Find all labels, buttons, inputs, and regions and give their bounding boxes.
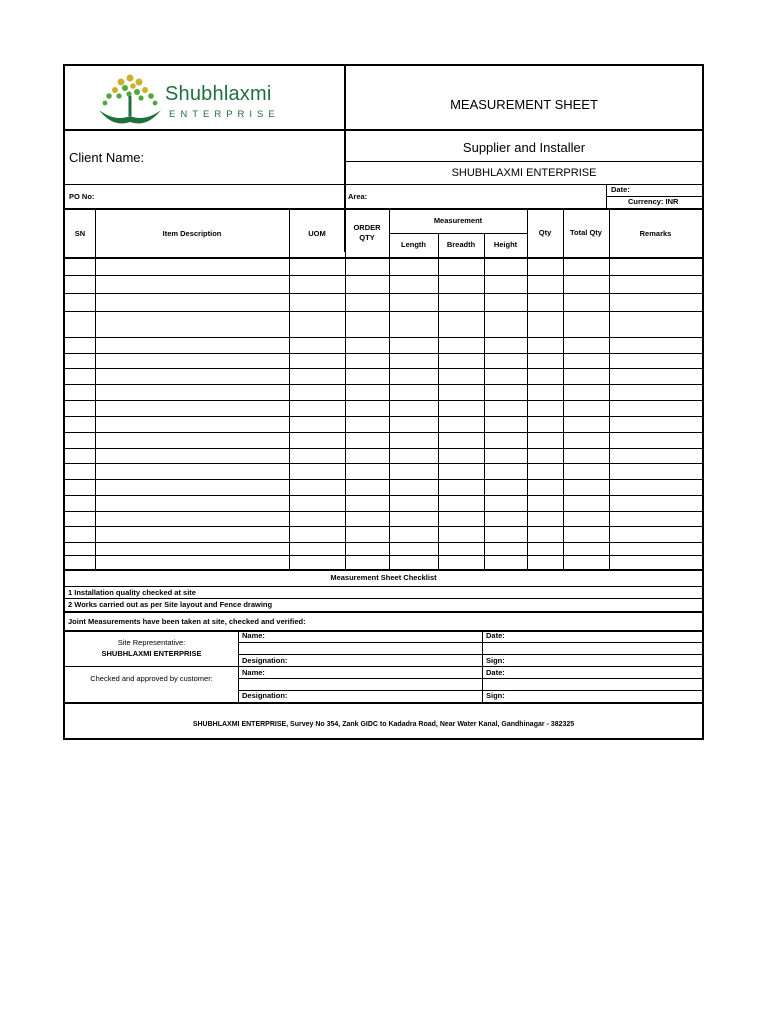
table-row [65, 511, 702, 512]
rep-date-label: Date: [486, 631, 505, 640]
rep-designation-label: Designation: [242, 656, 288, 665]
supplier-name: SHUBHLAXMI ENTERPRISE [451, 167, 597, 179]
checklist-item-1: 1 Installation quality checked at site [68, 588, 196, 597]
po-number-label: PO No: [69, 192, 95, 201]
customer-sign-label: Sign: [486, 691, 505, 700]
footer-address: SHUBHLAXMI ENTERPRISE, Survey No 354, Zank GIDC to Kadadra Road, Near Water Kanal, Gandhinagar - 382325 [192, 721, 575, 728]
rep-sign-label: Sign: [486, 656, 505, 665]
table-row [65, 526, 702, 527]
date-label: Date: [611, 185, 630, 194]
checklist-title: Measurement Sheet Checklist [330, 573, 437, 582]
table-row [65, 353, 702, 354]
table-row [65, 293, 702, 294]
customer-name-label: Name: [242, 668, 265, 677]
col-order-qty-line1: ORDER [353, 223, 381, 232]
table-row [65, 542, 702, 543]
col-order-qty-line2: QTY [359, 233, 375, 242]
site-rep-label: Site Representative: [117, 638, 186, 647]
logo-wordmark: Shubhlaxmi [165, 83, 272, 105]
company-logo [95, 72, 335, 128]
col-breadth: Breadth [446, 240, 476, 249]
table-row [65, 275, 702, 276]
table-row [65, 400, 702, 401]
checklist-item-2: 2 Works carried out as per Site layout and Fence drawing [68, 600, 273, 609]
col-sn: SN [74, 229, 86, 238]
table-row [65, 448, 702, 449]
table-row [65, 368, 702, 369]
table-row [65, 384, 702, 385]
col-height: Height [493, 240, 518, 249]
col-uom: UOM [308, 229, 326, 238]
logo-subtitle: ENTERPRISE [169, 109, 280, 120]
col-length: Length [401, 240, 426, 249]
client-name-label: Client Name: [69, 150, 145, 165]
customer-date-label: Date: [486, 668, 505, 677]
table-row [65, 416, 702, 417]
customer-designation-label: Designation: [242, 691, 288, 700]
col-remarks: Remarks [639, 229, 672, 238]
table-row [65, 555, 702, 556]
table-row [65, 337, 702, 338]
sheet-title: MEASUREMENT SHEET [450, 97, 598, 112]
tree-icon [95, 72, 165, 128]
table-row [65, 311, 702, 312]
col-measurement: Measurement [433, 216, 483, 225]
rep-name-label: Name: [242, 631, 265, 640]
table-row [65, 463, 702, 464]
measurement-sheet [63, 64, 704, 740]
currency-label: Currency: INR [628, 197, 679, 206]
customer-approval-label: Checked and approved by customer: [90, 674, 213, 683]
supplier-label: Supplier and Installer [462, 140, 586, 155]
table-row [65, 432, 702, 433]
joint-measurement-note: Joint Measurements have been taken at site, checked and verified: [68, 617, 306, 626]
col-item-description: Item Description [162, 229, 222, 238]
site-rep-company: SHUBHLAXMI ENTERPRISE [101, 649, 202, 658]
table-row [65, 479, 702, 480]
area-label: Area: [348, 192, 368, 201]
col-total-qty: Total Qty [570, 228, 602, 237]
col-qty: Qty [538, 228, 552, 237]
table-row [65, 495, 702, 496]
